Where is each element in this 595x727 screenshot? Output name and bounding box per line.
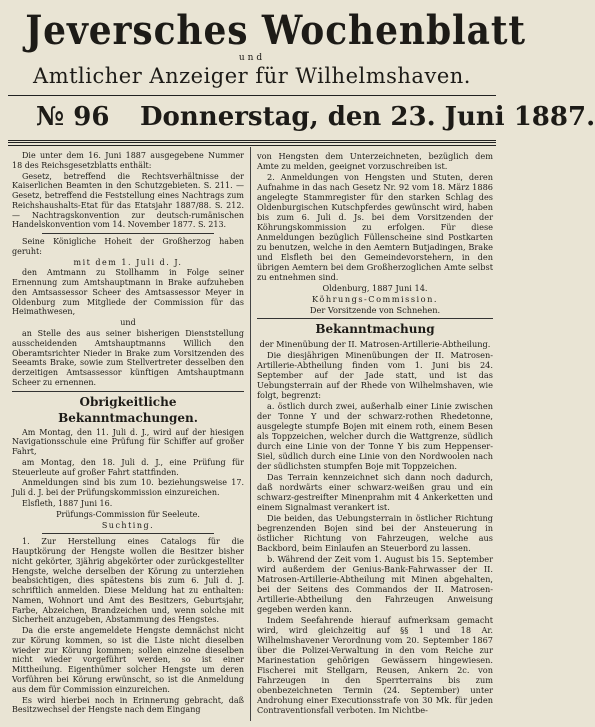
article-paragraph: Die unter dem 16. Juni 1887 ausgegebene Nummer 18 des Reichsgesetzblatts enthält:	[12, 151, 244, 170]
masthead-und: und	[238, 53, 266, 63]
dateline	[8, 97, 595, 137]
article-paragraph: von Hengsten dem Unterzeichneten, bezüglich dem Amte zu melden, geeignet vorzuschreiben ist.	[257, 151, 493, 171]
column-divider	[250, 147, 251, 721]
issue-date: Donnerstag, den 23. Juni 1887.	[140, 102, 595, 132]
section-heading: Obrigkeitliche Bekanntmachungen.	[12, 391, 244, 426]
article-paragraph: Da die erste angemeldete Hengste demnächst nicht zur Körung kommen, so ist die Liste nicht dieselben wieder zur Körung kommen; sollen einzelne dieselben nicht wieder vorgeführt werden, so ist einer Mittheilung. Eigenthümer solcher Hengste um deren Vorführen bei Körung erwünscht, so ist die Anmeldung aus dem für Commission einzureichen.	[12, 626, 244, 694]
article-paragraph: 2. Anmeldungen von Hengsten und Stuten, deren Aufnahme in das nach Gesetz Nr. 92 vom 18. März 1886 angelegte Stammregister für den starken Schlag des Oldenburgischen Kutschpferdes gewünscht wird, haben bis zum 6. Juli d. Js. bei dem Vorsitzenden der Köhrungskommission zu erfolgen. Für diese Anmeldungen bezüglich Füllenscheine sind Postkarten zu benutzen, welche in den Aemtern Butjadingen, Brake und Elsfleth bei den Gemeindevorstehern, in den übrigen Aemtern bei dem Großherzoglichen Amte selbst zu entnehmen sind.	[257, 172, 493, 282]
article-paragraph: an Stelle des aus seiner bisherigen Dienststellung ausscheidenden Amtshauptmanns Willich den Oberamtsrichter Nieder in Brake zum Vorsitzenden des Seeamts Brake, sowie zum Stellvertreter desselben den derzeitigen Amtsassessor künftigen Amtshauptmann Scheer zu ernennen.	[12, 329, 244, 387]
section-heading: Bekanntmachung	[257, 318, 493, 337]
article-paragraph: Seine Königliche Hoheit der Großherzog haben geruht:	[12, 237, 244, 256]
article-paragraph: mit dem 1. Juli d. J.	[73, 257, 183, 267]
issue-number: № 96	[36, 102, 110, 132]
article-paragraph: Indem Seefahrende hierauf aufmerksam gemacht wird, wird gleichzeitig auf §§ 1 und 18 Ar. Wilhelmshavener Verordnung vom 20. September 1867 über die Polizei-Verwaltung in den vom Reiche zur Marinestation gehörigen Gewässern hingewiesen. Fischerei mit Stellgarn, Reusen, Ankern 2c. von Fahrzeugen in den Sperrterrains bis zum obenbezeichneten Termin (24. September) unter Androhung einer Executionsstrafe von 30 Mk. für jeden Contraventionsfall verboten. Im Nichtbe-	[257, 615, 493, 715]
newspaper-title: Jeversches Wochenblatt	[25, 7, 526, 54]
article-paragraph: Es wird hierbei noch in Erinnerung gebracht, daß Besitzwechsel der Hengste nach dem Eingang	[12, 695, 244, 715]
top-rule	[8, 95, 496, 96]
article-paragraph: Die diesjährigen Minenübungen der II. Matrosen-Artillerie-Abtheilung finden vom 1. Juni bis 24. September auf der Jade statt, und ist das Uebungsterrain auf der Rhede von Wilhelmshaven, wie folgt, begrenzt:	[257, 350, 493, 400]
article-paragraph: b. Während der Zeit vom 1. August bis 15. September wird außerdem der Genius-Bank-Fahrwasser der II. Matrosen-Artillerie-Abtheilung mit Minen abgehalten, bei der Seitens des Commandos der II. Matrosen-Artillerie-Abtheilung den Fahrzeugen Anweisung gegeben werden kann.	[257, 554, 493, 614]
left-column	[12, 151, 244, 716]
article-paragraph: Die beiden, das Uebungsterrain in östlicher Richtung begrenzenden Bojen sind bei der Ansteuerung in östlicher Richtung von Fahrzeugen, welche aus Backbord, beim Einlaufen an Steuerbord zu lassen.	[257, 513, 493, 553]
right-column	[257, 151, 493, 716]
article-paragraph: am Montag, den 18. Juli d. J., eine Prüfung für Steuerleute auf großer Fahrt stattfinden.	[12, 457, 244, 477]
article-paragraph: Köhrungs-Commission.	[312, 294, 438, 304]
separator	[42, 533, 214, 534]
article-paragraph: Am Montag, den 11. Juli d. J., wird auf der hiesigen Navigationsschule eine Prüfung für Schiffer auf großer Fahrt,	[12, 427, 244, 457]
article-paragraph: Das Terrain kennzeichnet sich dann noch dadurch, daß nordwärts einer schwarz-weißen grau und ein schwarz-gestreifter Minenprahm mit 4 Ankerketten und einem Signalmast verankert ist.	[257, 472, 493, 512]
article-paragraph: a. östlich durch zwei, außerhalb einer Linie zwischen der Tonne Y und der schwarz-rothen Rhedetonne, ausgelegte stumpfe Bojen mit einem roth, einem Besen als Toppzeichen, welcher durch die Wattgrenze, südlich durch eine Linie von der Tonne Y bis zum Heppenser-Siel, südlich durch eine Linie von den Nordwoolen nach der südlichsten stumpfen Boje mit Toppzeichen.	[257, 401, 493, 471]
article-paragraph: 1. Zur Herstellung eines Catalogs für die Hauptkörung der Hengste wollen die Besitzer bisher nicht gekörter, 3jährig abgekörter oder zurückgestellter Hengste, welche derselben der Körung zu unterziehen beabsichtigen, dies spätestens bis zum 6. Juli d. J. schriftlich anmelden. Diese Meldung hat zu enthalten: Namen, Wohnort und Amt des Besitzers, Geburtsjahr, Farbe, Abzeichen, Brandzeichen und, wenn solche mit Sicherheit anzugeben, Abstammung des Hengstes.	[12, 537, 244, 625]
separator	[42, 233, 214, 234]
article-paragraph: Gesetz, betreffend die Rechtsverhältnisse der Kaiserlichen Beamten in den Schutzgebieten. S. 211. — Gesetz, betreffend die Feststellung eines Nachtrags zum Reichshaushalts-Etat für das Etatsjahr 1887/88. S. 212. — Nachtragskonvention zur deutsch-rumänischen Handelskonvention vom 14. November 1877. S. 213.	[12, 171, 244, 230]
article-signature: Der Vorsitzende von Schnehen.	[309, 305, 441, 315]
article-paragraph: den Amtmann zu Stollhamm in Folge seiner Ernennung zum Amtshauptmann in Brake aufzuheben den Amtsassessor Scheer des Amtsassessor Meyer in Oldenburg zum Mitgliede der Commission für das Heimathwesen,	[12, 268, 244, 317]
article-paragraph: Elsfleth, 1887 Juni 16.	[22, 498, 113, 508]
article-paragraph: und	[120, 318, 136, 328]
article-paragraph: Prüfungs-Commission für Seeleute.	[56, 509, 200, 519]
dateline-rule	[8, 140, 496, 146]
newspaper-subtitle: Amtlicher Anzeiger für Wilhelmshaven.	[33, 64, 471, 88]
article-paragraph: der Minenübung der II. Matrosen-Artillerie-Abtheilung.	[259, 339, 491, 349]
article-paragraph: Anmeldungen sind bis zum 10. beziehungsweise 17. Juli d. J. bei der Prüfungskommission einzureichen.	[12, 478, 244, 498]
article-paragraph: Oldenburg, 1887 Juni 14.	[322, 283, 428, 293]
article-signature: Suchting.	[101, 520, 155, 530]
